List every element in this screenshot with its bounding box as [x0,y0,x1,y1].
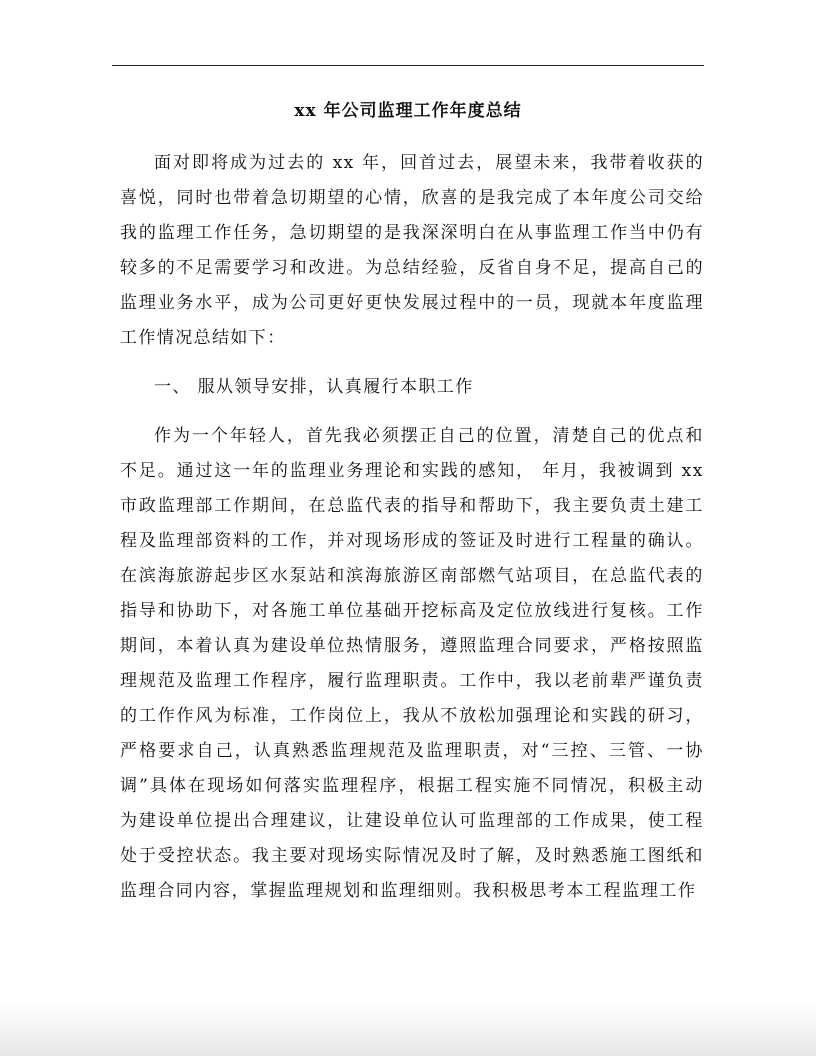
document-title: xx 年公司监理工作年度总结 [294,101,522,121]
document-body [120,146,704,909]
intro-paragraph: 面对即将成为过去的 xx 年，回首过去，展望未来，我带着收获的喜悦，同时也带着急切期望的心情，欣喜的是我完成了本年度公司交给我的监理工作任务，急切期望的是我深深明白在从事监理工作当中仍有较多的不足需要学习和改进。为总结经验，反省自身不足，提高自己的监理业务水平，成为公司更好更快发展过程中的一员，现就本年度监理工作情况总结如下： [120,153,704,348]
section-1-paragraph: 作为一个年轻人，首先我必须摆正自己的位置，清楚自己的优点和不足。通过这一年的监理业务理论和实践的感知， 年月，我被调到 xx 市政监理部工作期间，在总监代表的指导和帮助下，我主要负责土建工程及监理部资料的工作，并对现场形成的签证及时进行工程量的确认。在滨海旅游起步区水泵站和滨海旅游区南部燃气站项目，在总监代表的指导和协助下，对各施工单位基础开挖标高及定位放线进行复核。工作期间，本着认真为建设单位热情服务，遵照监理合同要求，严格按照监理规范及监理工作程序，履行监理职责。工作中，我以老前辈严谨负责的工作作风为标准，工作岗位上，我从不放松加强理论和实践的研习，严格要求自己，认真熟悉监理规范及监理职责，对“三控、三管、一协调”具体在现场如何落实监理程序，根据工程实施不同情况，积极主动为建设单位提出合理建议，让建设单位认可监理部的工作成果，使工程处于受控状态。我主要对现场实际情况及时了解，及时熟悉施工图纸和监理合同内容，掌握监理规划和监理细则。我积极思考本工程监理工作 [120,426,704,901]
section-heading-1: 一、 服从领导安排，认真履行本职工作 [154,377,474,397]
header-divider [112,65,704,66]
